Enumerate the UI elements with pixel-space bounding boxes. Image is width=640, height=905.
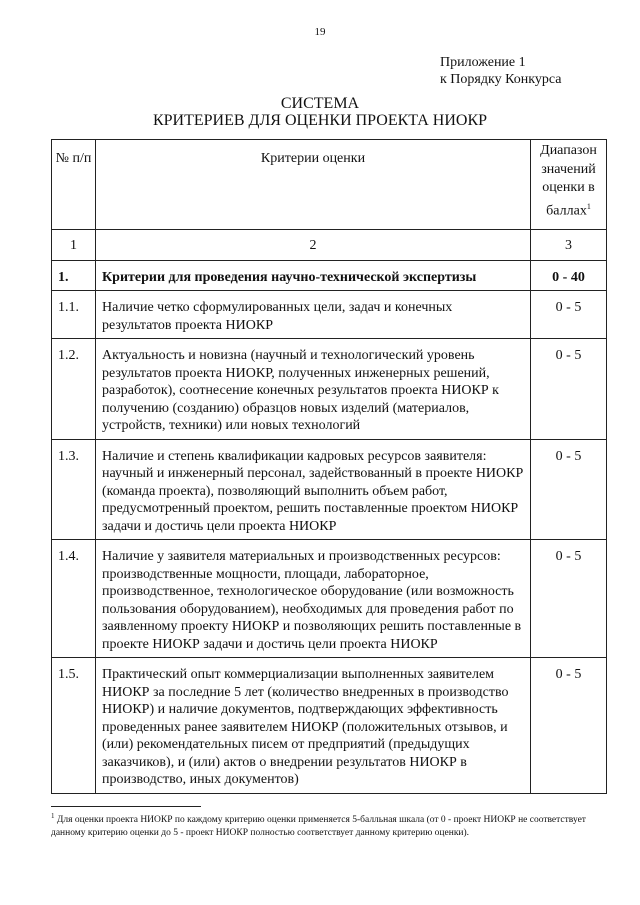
column-number: 3	[531, 230, 607, 261]
header-range	[531, 140, 607, 230]
row-number: 1.3.	[52, 439, 96, 540]
column-number: 1	[52, 230, 96, 261]
table-row	[52, 260, 607, 291]
table-row	[52, 291, 607, 339]
criteria-table	[51, 139, 607, 794]
table-row	[52, 658, 607, 794]
footnote-mark: 1	[51, 812, 55, 820]
row-criterion: Актуальность и новизна (научный и технологический уровень результатов проекта НИОКР, полученных инженерных решений, разработок), соотнесение конечных результатов проекта НИОКР к получению (созданию) образцов новых изделий (материалов, устройств, техники) или новых технологий	[96, 339, 531, 440]
table-row	[52, 540, 607, 658]
row-criterion: Наличие четко сформулированных цели, задач и конечных результатов проекта НИОКР	[96, 291, 531, 339]
table-row	[52, 439, 607, 540]
row-criterion: Критерии для проведения научно-технической экспертизы	[96, 260, 531, 291]
header-criteria: Критерии оценки	[96, 140, 531, 230]
appendix-line-1: Приложение 1	[440, 55, 526, 70]
appendix-reference	[440, 54, 561, 88]
column-number: 2	[96, 230, 531, 261]
row-criterion: Наличие и степень квалификации кадровых ресурсов заявителя: научный и инженерный персонал, задействованный в проекте НИОКР (команда проекта), позволяющий выполнить объем работ, предусмотренный проектом, решить поставленные проектом НИОКР задачи и достичь цели проекта НИОКР	[96, 439, 531, 540]
appendix-line-2: к Порядку Конкурса	[440, 72, 562, 87]
footnote	[51, 810, 613, 840]
column-number-row	[52, 230, 607, 261]
row-range: 0 - 40	[531, 260, 607, 291]
header-range-label: Диапазон значений оценки в баллах	[540, 143, 597, 219]
row-range: 0 - 5	[531, 658, 607, 794]
title-line-2: КРИТЕРИЕВ ДЛЯ ОЦЕНКИ ПРОЕКТА НИОКР	[152, 112, 488, 129]
table-header-row	[52, 140, 607, 230]
row-criterion: Практический опыт коммерциализации выполненных заявителем НИОКР за последние 5 лет (количество внедренных в производство НИОКР) и наличие документов, подтверждающих эффективность проведенных ранее заявителем НИОКР (положительных отзывов, и (или) рекомендательных писем от предприятий (предыдущих заказчиков), и (или) актов о внедрении результатов НИОКР в производство, иных документов)	[96, 658, 531, 794]
footnote-text: Для оценки проекта НИОКР по каждому критерию оценки применяется 5-балльная шкала (от 0 - проект НИОКР не соответствует данному критерию оценки до 5 - проект НИОКР полностью соответствует данному критерию оценки).	[51, 815, 586, 839]
row-number: 1.	[52, 260, 96, 291]
header-num: № п/п	[52, 140, 96, 230]
table-row	[52, 339, 607, 440]
row-range: 0 - 5	[531, 439, 607, 540]
document-title	[0, 95, 640, 129]
row-number: 1.2.	[52, 339, 96, 440]
row-number: 1.5.	[52, 658, 96, 794]
row-range: 0 - 5	[531, 339, 607, 440]
row-range: 0 - 5	[531, 291, 607, 339]
title-line-1: СИСТЕМА	[280, 95, 360, 112]
row-criterion: Наличие у заявителя материальных и производственных ресурсов: производственные мощности, площади, лабораторное, производственное, технологическое оборудование (или возможность пользования оборудованием), необходимых для проведения работ по заявленному проекту НИОКР и позволяющих решить поставленные в проекте НИОКР задачи и достичь цели проекта НИОКР	[96, 540, 531, 658]
row-number: 1.4.	[52, 540, 96, 658]
footnote-separator	[51, 806, 201, 807]
row-range: 0 - 5	[531, 540, 607, 658]
footnote-reference: 1	[586, 201, 591, 211]
page-number: 19	[314, 26, 326, 38]
row-number: 1.1.	[52, 291, 96, 339]
